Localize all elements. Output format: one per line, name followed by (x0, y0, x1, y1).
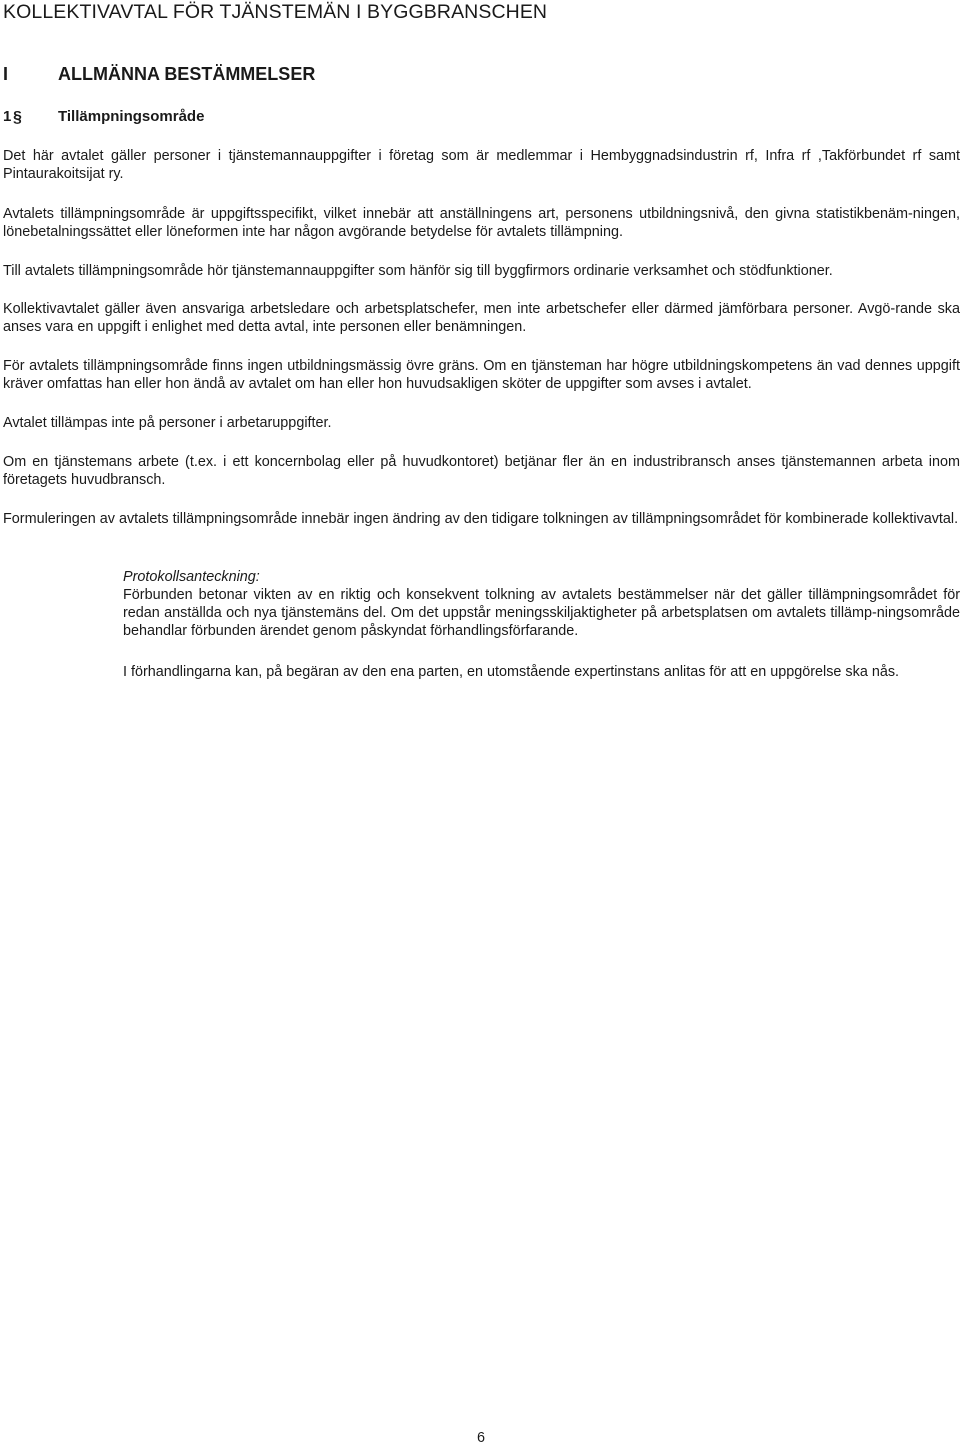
paragraph-support-functions: Till avtalets tillämpningsområde hör tjänstemannauppgifter som hänför sig till byggfirmors ordinarie verksamhet och stödfunktioner. (3, 263, 833, 279)
protocol-note-paragraph: Förbunden betonar vikten av en riktig och konsekvent tolkning av avtalets bestämmelser när det gäller tillämpningsområdet för redan anställda och nya tjänstemäns del. Om det uppstår meningsskiljaktigheter på arbetsplatsen om avtalets tillämp-ningsområde behandlar förbunden ärendet genom påskyndat förhandlingsförfarande. (123, 587, 960, 639)
chapter-number: I (3, 64, 9, 84)
section-number: 1 (3, 108, 12, 125)
paragraph-interpretation: Formuleringen av avtalets tillämpningsområde innebär ingen ändring av den tidigare tolkningen av tillämpningsområdet för kombinerade kollektivavtal. (3, 511, 959, 527)
chapter-title: ALLMÄNNA BESTÄMMELSER (58, 64, 316, 84)
protocol-note-paragraph: I förhandlingarna kan, på begäran av den ena parten, en utomstående expertinstans anlitas för att en uppgörelse ska nås. (123, 664, 900, 680)
page-number-text: 6 (476, 1430, 485, 1446)
paragraph-scope: Det här avtalet gäller personer i tjänstemannauppgifter i företag som är medlemmar i Hembyggnadsindustrin rf, Infra rf ,Takförbundet rf samt Pintaurakoitsijat ry. (3, 148, 960, 182)
paragraph-worker-tasks: Avtalet tillämpas inte på personer i arbetaruppgifter. (3, 415, 332, 431)
page-number (0, 1430, 960, 1446)
document-header: KOLLEKTIVAVTAL FÖR TJÄNSTEMÄN I BYGGBRANSCHEN (3, 1, 548, 23)
paragraph-main-branch: Om en tjänstemans arbete (t.ex. i ett koncernbolag eller på huvudkontoret) betjänar fler än en industribransch anses tjänstemannen arbeta inom företagets huvudbransch. (3, 454, 960, 488)
section-title: Tillämpningsområde (58, 108, 205, 125)
protocol-note-label: Protokollsanteckning: (123, 569, 260, 585)
section-symbol: § (13, 109, 22, 126)
paragraph-task-specific: Avtalets tillämpningsområde är uppgiftsspecifikt, vilket innebär att anställningens art, personens utbildningsnivå, den givna statistikbenäm-ningen, lönebetalningssättet eller löneformen inte har någon avgörande betydelse för avtalets tillämpning. (3, 206, 960, 240)
paragraph-supervisors: Kollektivavtalet gäller även ansvariga arbetsledare och arbetsplatschefer, men inte arbetschefer eller därmed jämförbara personer. Avgö-rande ska anses vara en uppgift i enlighet med detta avtal, inte personen eller benämningen. (3, 301, 960, 335)
paragraph-education-limit: För avtalets tillämpningsområde finns ingen utbildningsmässig övre gräns. Om en tjänsteman har högre utbildningskompetens än vad dennes uppgift kräver omfattas han eller hon ändå av avtalet om han eller hon huvudsakligen sköter de uppgifter som avses i avtalet. (3, 358, 960, 392)
